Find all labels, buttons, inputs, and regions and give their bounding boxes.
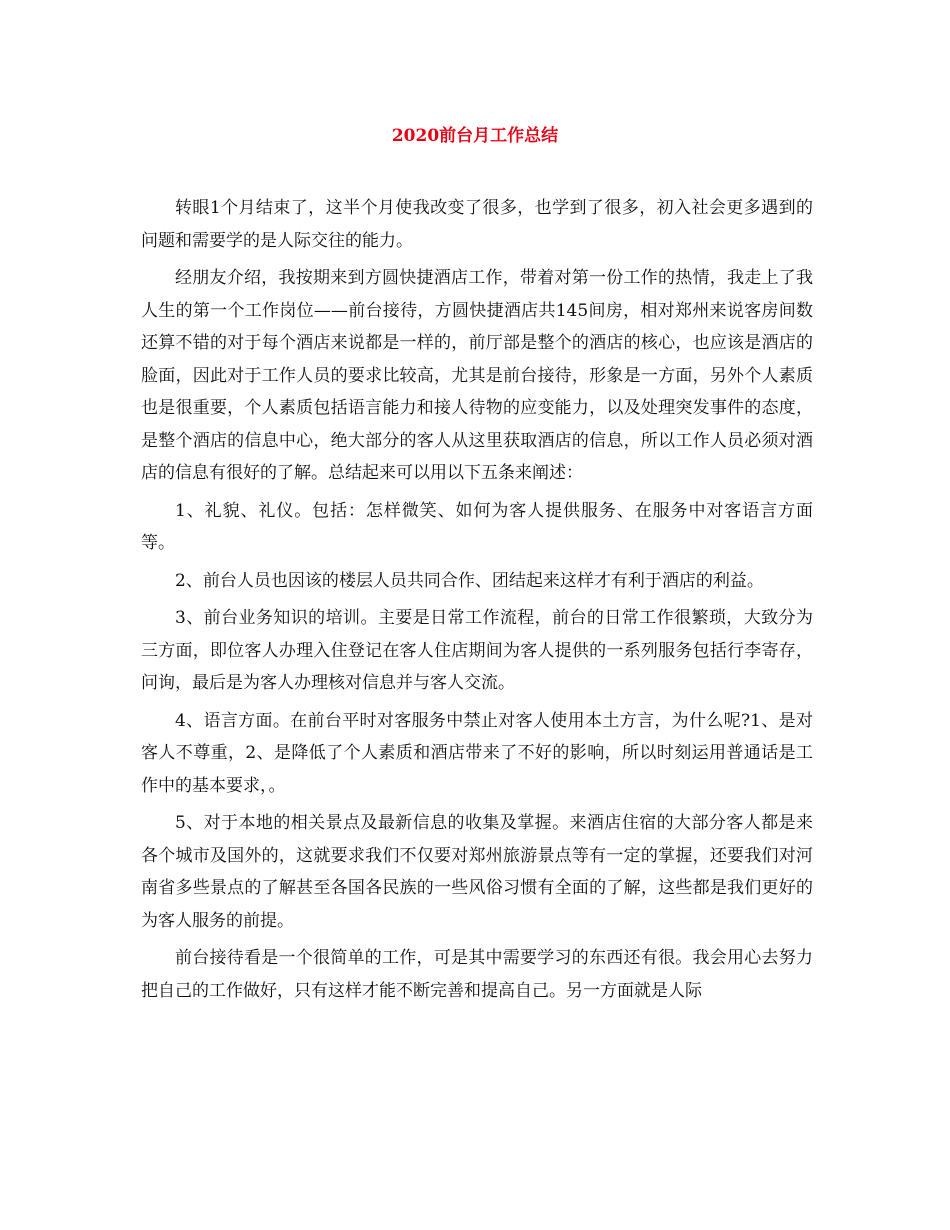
- document-body: [141, 192, 813, 1012]
- paragraph: 经朋友介绍，我按期来到方圆快捷酒店工作，带着对第一份工作的热情，我走上了我人生的第一个工作岗位——前台接待，方圆快捷酒店共145间房，相对郑州来说客房间数还算不错的对于每个酒店来说都是一样的，前厅部是整个的酒店的核心，也应该是酒店的脸面，因此对于工作人员的要求比较高，尤其是前台接待，形象是一方面，另外个人素质也是很重要，个人素质包括语言能力和接人待物的应变能力，以及处理突发事件的态度，是整个酒店的信息中心，绝大部分的客人从这里获取酒店的信息，所以工作人员必须对酒店的信息有很好的了解。总结起来可以用以下五条来阐述：: [141, 268, 813, 483]
- paragraph: 5、对于本地的相关景点及最新信息的收集及掌握。来酒店住宿的大部分客人都是来各个城市及国外的，这就要求我们不仅要对郑州旅游景点等有一定的掌握，还要我们对河南省多些景点的了解甚至各国各民族的一些风俗习惯有全面的了解，这些都是我们更好的为客人服务的前提。: [141, 813, 813, 931]
- paragraph: 3、前台业务知识的培训。主要是日常工作流程，前台的日常工作很繁琐，大致分为三方面，即位客人办理入住登记在客人住店期间为客人提供的一系列服务包括行李寄存，问询，最后是为客人办理核对信息并与客人交流。: [141, 608, 813, 693]
- paragraph: 前台接待看是一个很简单的工作，可是其中需要学习的东西还有很。我会用心去努力把自己的工作做好，只有这样才能不断完善和提高自己。另一方面就是人际: [141, 948, 813, 1001]
- paragraph: 2、前台人员也因该的楼层人员共同合作、团结起来这样才有利于酒店的利益。: [175, 570, 764, 591]
- document-title: 2020前台月工作总结: [391, 126, 559, 146]
- paragraph: 转眼1个月结束了，这半个月使我改变了很多，也学到了很多，初入社会更多遇到的问题和需要学的是人际交往的能力。: [141, 198, 813, 251]
- paragraph: 1、礼貌、礼仪。包括：怎样微笑、如何为客人提供服务、在服务中对客语言方面等。: [141, 500, 813, 553]
- paragraph: 4、语言方面。在前台平时对客服务中禁止对客人使用本土方言，为什么呢?1、是对客人不尊重，2、是降低了个人素质和酒店带来了不好的影响，所以时刻运用普通话是工作中的基本要求，。: [141, 710, 813, 796]
